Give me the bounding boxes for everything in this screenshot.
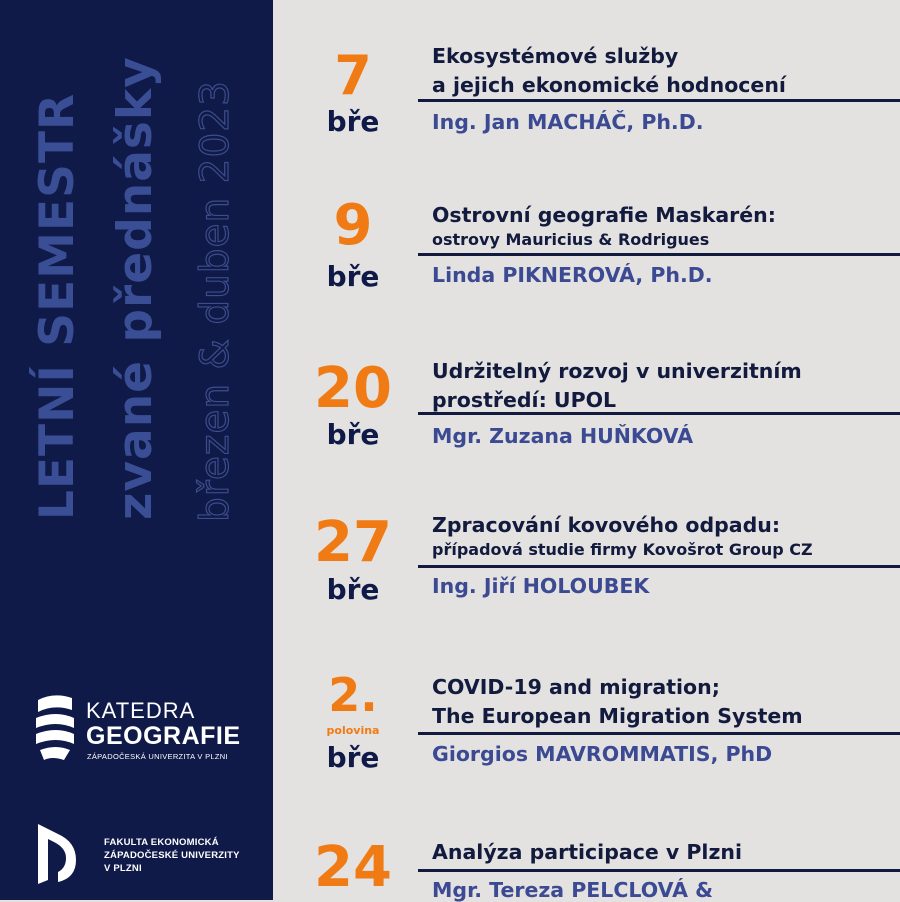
geografie-label: GEOGRAFIE xyxy=(86,722,241,750)
lecture-speaker: Ing. Jan MACHÁČ, Ph.D. xyxy=(432,110,704,134)
lecture-item xyxy=(273,830,900,900)
lecture-title-line1: Analýza participace v Plzni xyxy=(432,840,743,864)
lecture-item xyxy=(273,356,900,486)
university-label: ZÁPADOČESKÁ UNIVERZITA V PLZNI xyxy=(87,752,228,761)
lecture-title-line1: COVID-19 and migration; xyxy=(432,675,720,699)
katedra-label: KATEDRA xyxy=(86,698,196,723)
fakulta-line-3: V PLZNI xyxy=(104,863,142,874)
lecture-title-line2: The European Migration System xyxy=(432,704,803,728)
lecture-month: bře xyxy=(326,105,380,138)
lecture-month: bře xyxy=(326,573,380,606)
lecture-item xyxy=(273,193,900,328)
lecture-item xyxy=(273,510,900,640)
sidebar xyxy=(0,0,273,900)
lecture-day: 7 xyxy=(334,44,372,107)
lecture-title-line2: ostrovy Mauricius & Rodrigues xyxy=(432,230,710,249)
divider-line xyxy=(418,732,900,735)
divider-line xyxy=(418,412,900,415)
lecture-day-note: polovina xyxy=(326,724,380,737)
fakulta-line-1: FAKULTA EKONOMICKÁ xyxy=(104,837,219,848)
lecture-speaker: Giorgios MAVROMMATIS, PhD xyxy=(432,742,773,766)
lecture-title-line2: případová studie firmy Kovošrot Group CZ xyxy=(432,540,813,559)
lecture-title-line2: a jejich ekonomické hodnocení xyxy=(432,73,786,97)
semester-title: LETNÍ SEMESTR xyxy=(30,92,85,520)
lecture-day: 24 xyxy=(314,835,392,900)
lecture-day: 2. xyxy=(328,668,378,722)
lecture-day: 27 xyxy=(314,510,392,575)
lecture-item xyxy=(273,40,900,170)
lecture-title-line1: Ekosystémové služby xyxy=(432,44,679,68)
lecture-month: bře xyxy=(326,260,380,293)
lecture-speaker: Mgr. Zuzana HUŇKOVÁ xyxy=(432,424,694,448)
lecture-speaker: Mgr. Tereza PELCLOVÁ & xyxy=(432,878,713,902)
divider-line xyxy=(418,99,900,102)
lecture-day: 9 xyxy=(333,193,373,258)
lecture-title-line1: Zpracování kovového odpadu: xyxy=(432,513,781,537)
lectures-subtitle: zvané přednášky xyxy=(108,56,163,520)
lecture-title-line1: Ostrovní geografie Maskarén: xyxy=(432,203,776,227)
lecture-speaker: Ing. Jiří HOLOUBEK xyxy=(432,574,650,598)
lecture-item xyxy=(273,670,900,800)
divider-line xyxy=(418,869,900,872)
geography-wave-icon xyxy=(34,692,76,762)
lecture-title-line2: prostředí: UPOL xyxy=(432,388,617,412)
lecture-month: bře xyxy=(326,741,380,774)
lecture-title-line1: Udržitelný rozvoj v univerzitním xyxy=(432,359,802,383)
lecture-speaker: Linda PIKNEROVÁ, Ph.D. xyxy=(432,263,713,287)
lecture-day: 20 xyxy=(314,356,392,421)
lecture-month: bře xyxy=(326,418,380,451)
fakulta-line-2: ZÁPADOČESKÉ UNIVERZITY xyxy=(104,850,240,861)
divider-line xyxy=(418,253,900,256)
divider-line xyxy=(418,565,900,568)
date-range: březen & duben 2023 xyxy=(193,80,238,522)
faculty-mark-icon xyxy=(36,822,80,884)
